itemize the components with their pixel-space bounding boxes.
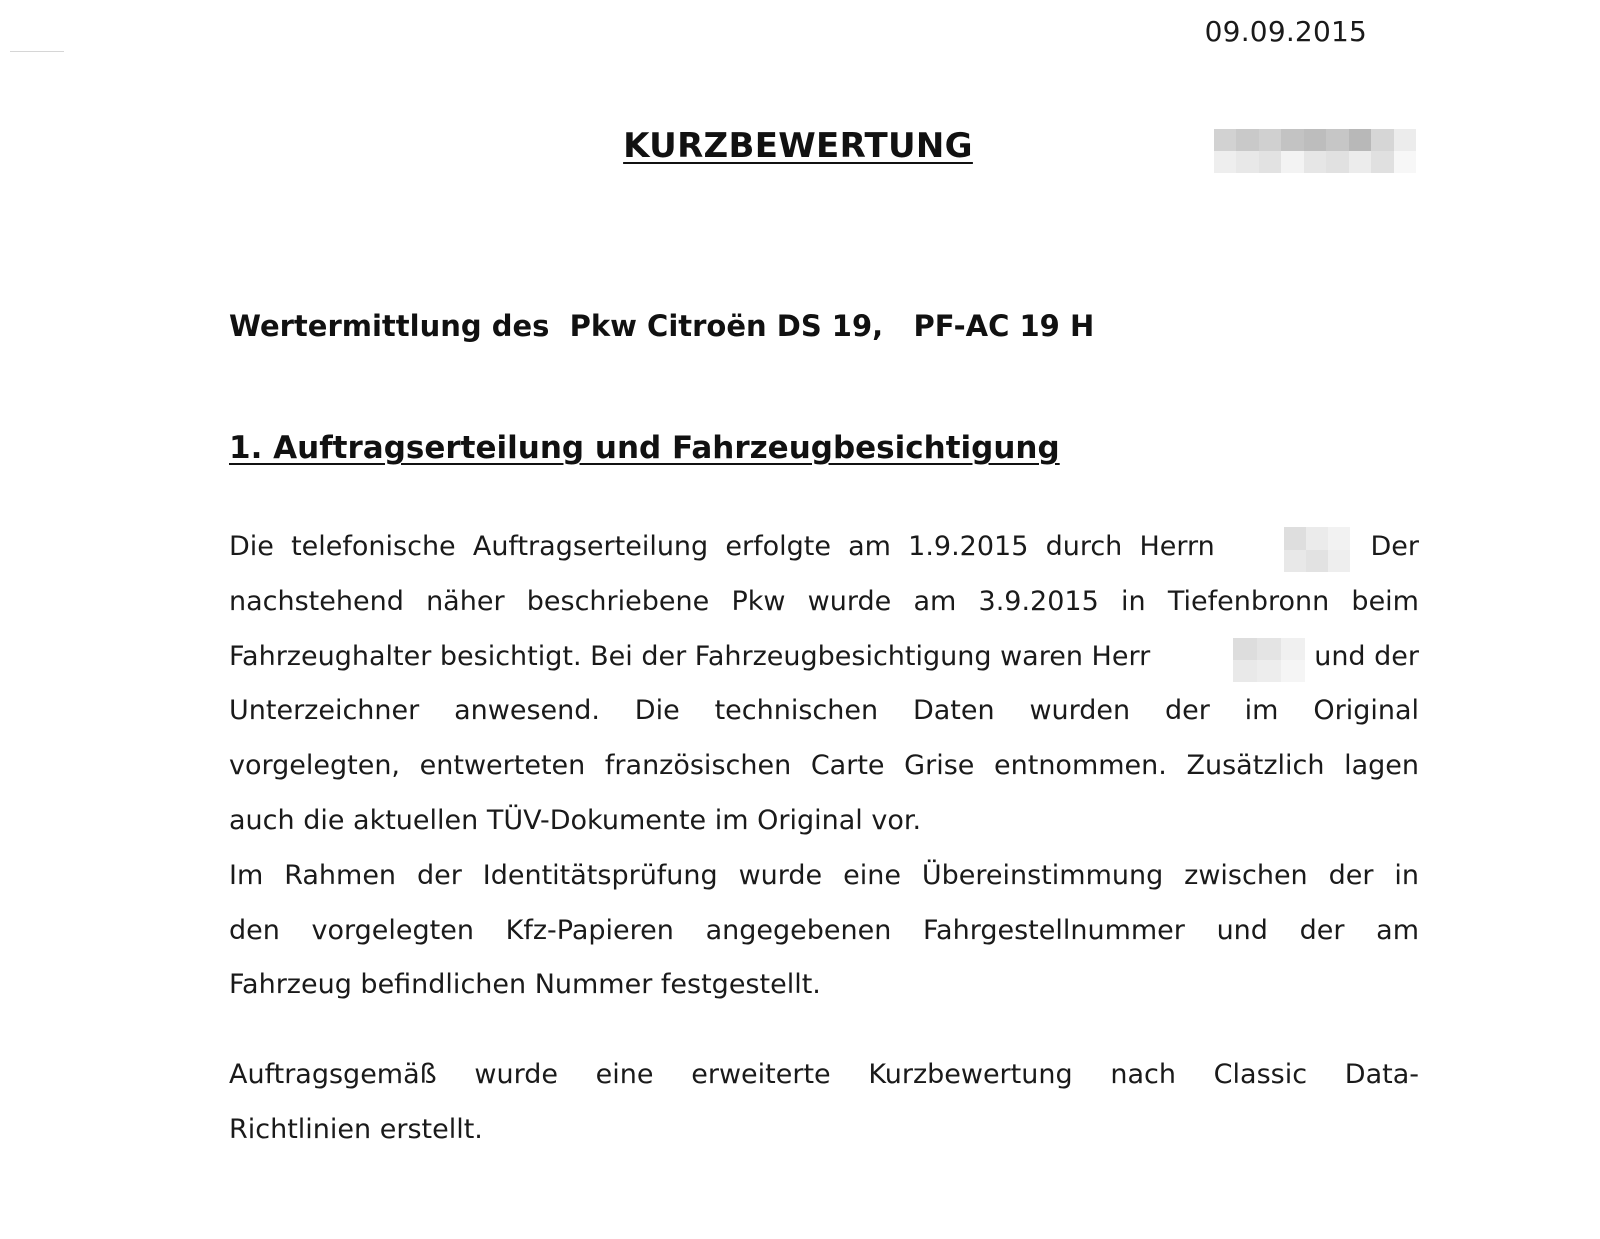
paragraph-1: [229, 520, 1419, 1013]
paragraph-1-line-2: nachstehend näher beschriebene Pkw wurde am 3.9.2015 in Tiefenbronn beim: [229, 585, 1419, 617]
paragraph-2: [229, 1048, 1419, 1158]
paragraph-2-line-2: Richtlinien erstellt.: [229, 1113, 483, 1145]
line-1-tail: Der: [1370, 531, 1419, 562]
paragraph-1-line-8: den vorgelegten Kfz-Papieren angegebenen Fahrgestellnummer und der am: [229, 914, 1419, 946]
paragraph-1-line-9: Fahrzeug befindlichen Nummer festgestellt.: [229, 969, 821, 1001]
document-date: 09.09.2015: [1204, 15, 1367, 48]
paragraph-1-line-1: [229, 520, 1419, 575]
paragraph-1-line-7: Im Rahmen der Identitätsprüfung wurde eine Übereinstimmung zwischen der in: [229, 859, 1419, 891]
line-3-tail: und der: [1314, 640, 1419, 672]
line-1-text: Die telefonische Auftragserteilung erfolgte am 1.9.2015 durch Herrn: [229, 531, 1215, 562]
scan-edge-mark: [10, 51, 64, 52]
redacted-name-2: [1233, 638, 1305, 682]
document-title-text: KURZBEWERTUNG: [623, 126, 973, 166]
redacted-name-1: [1284, 527, 1350, 572]
line-3-text: Fahrzeughalter besichtigt. Bei der Fahrzeugbesichtigung waren Herr: [229, 640, 1151, 672]
paragraph-1-line-4: Unterzeichner anwesend. Die technischen Daten wurden der im Original: [229, 695, 1419, 727]
paragraph-2-line-1: Auftragsgemäß wurde eine erweiterte Kurzbewertung nach Classic Data-: [229, 1059, 1419, 1090]
subtitle: Wertermittlung des Pkw Citroën DS 19, PF-AC 19 H: [229, 309, 1095, 343]
paragraph-1-line-5: vorgelegten, entwerteten französischen Carte Grise entnommen. Zusätzlich lagen: [229, 750, 1419, 782]
redacted-logo: [1214, 129, 1416, 173]
paragraph-1-line-6: auch die aktuellen TÜV-Dokumente im Original vor.: [229, 804, 922, 836]
section-heading: 1. Auftragserteilung und Fahrzeugbesichtigung: [229, 430, 1060, 466]
